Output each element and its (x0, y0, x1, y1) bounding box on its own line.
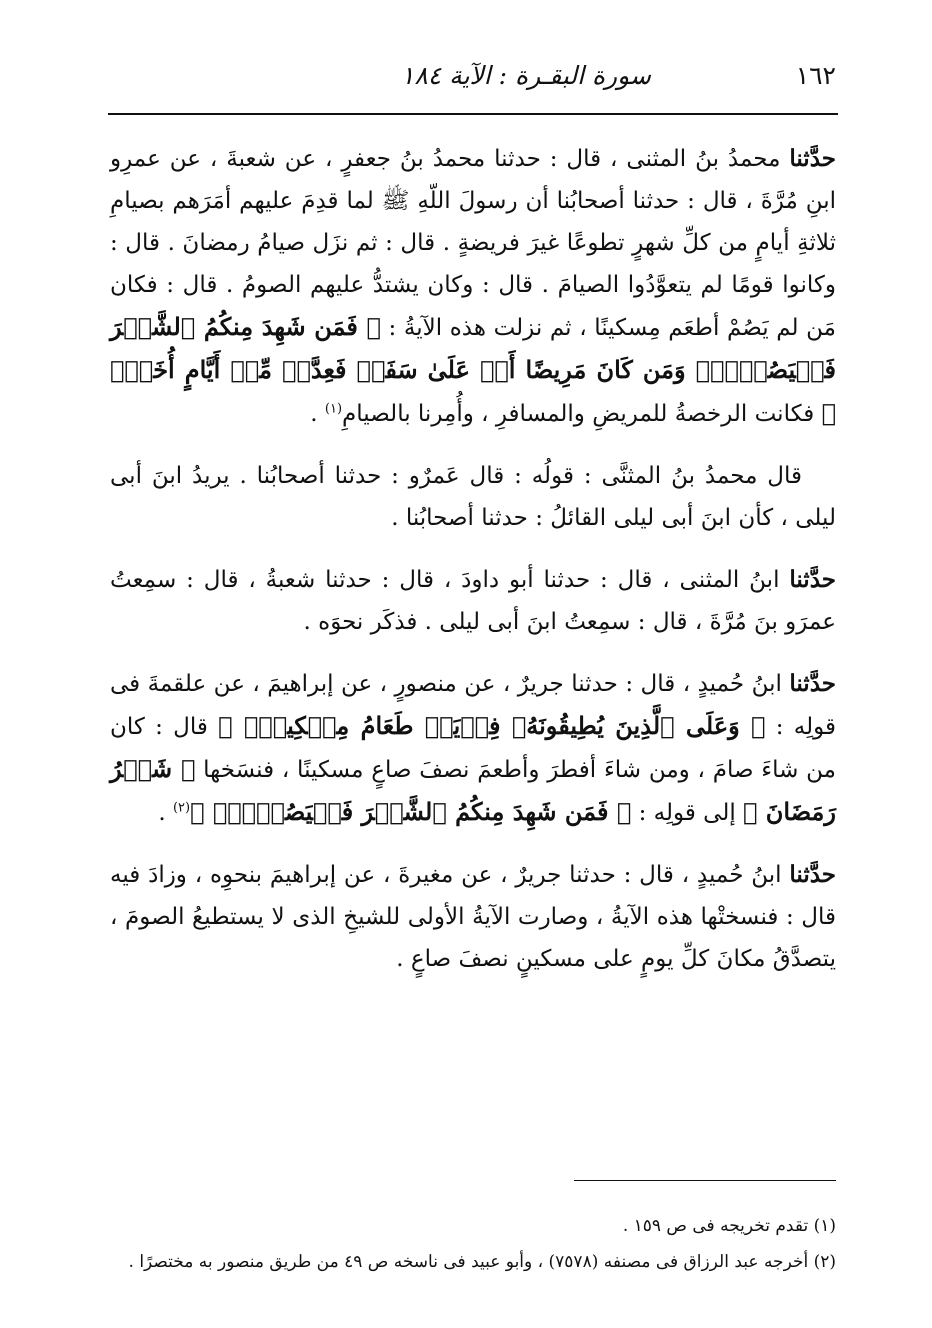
footnote-ref[interactable]: (١) (324, 401, 343, 417)
paragraph-end: . (158, 800, 173, 826)
quran-verse: ﴿ وَعَلَى ٱلَّذِينَ يُطِيقُونَهُۥ فِدۡيَةٞ طَعَامُ مِسۡكِينٖۖ ﴾ (218, 711, 766, 740)
paragraph-2 (110, 455, 836, 539)
paragraph-1 (110, 138, 836, 435)
paragraph-4 (110, 663, 836, 834)
paragraph-tail: فكانت الرخصةُ للمريضِ والمسافرِ ، وأُمِرنا بالصيامِ (342, 401, 822, 427)
paragraph-lead: حدَّثنا (789, 145, 836, 172)
page-header (110, 58, 836, 102)
paragraph-lead: حدَّثنا (789, 670, 836, 697)
paragraph-text: محمدُ بنُ المثنى ، قال : حدثنا محمدُ بنُ جعفرٍ ، عن شعبةَ ، عن عمرِو ابنِ مُرَّةَ ، قال : حدثنا أصحابُنا أن رسولَ اللّهِ ﷺ لما قدِمَ عليهم أمَرَهم بصيامِ ثلاثةِ أيامٍ من كلِّ شهرٍ تطوعًا غيرَ فريضةٍ . قال : ثم نزَل صيامُ رمضانَ . قال : وكانوا قومًا لم يتعوَّدُوا الصيامَ . قال : وكان يشتدُّ عليهم الصومُ . قال : فكان مَن لم يَصُمْ أطعَم مِسكينًا ، ثم نزلت هذه الآيةُ : (110, 146, 836, 341)
paragraph-end: . (310, 401, 325, 427)
main-text (110, 138, 836, 1000)
page-number: ١٦٢ (795, 61, 836, 90)
paragraph-text: ابنُ حُميدٍ ، قال : حدثنا جريرٌ ، عن منصورٍ ، عن إبراهيمَ ، عن علقمةَ فى قولِه : (110, 671, 836, 740)
footnote-ref[interactable]: (٢) (172, 800, 191, 816)
running-head: سورة البقـرة : الآية ١٨٤ (400, 61, 651, 90)
footnote-2: (٢) أخرجه عبد الرزاق فى مصنفه (٧٥٧٨) ، وأبو عبيد فى ناسخه ص ٤٩ من طريق منصور به مختصرًا . (128, 1252, 836, 1272)
paragraph-text: ابنُ المثنى ، قال : حدثنا أبو داودَ ، قال : حدثنا شعبةُ ، قال : سمِعتُ عمرَو بنَ مُرَّةَ ، قال : سمِعتُ ابنَ أبى ليلى . فذكَر نحوَه . (110, 567, 836, 635)
paragraph-tail-2: إلى قولِه : (631, 800, 744, 826)
paragraph-text: قال محمدُ بنُ المثنَّى : قولُه : قال عَمرٌو : حدثنا أصحابُنا . يريدُ ابنَ أبى ليلى ، كأن ابنَ أبى ليلى القائلُ : حدثنا أصحابُنا . (110, 463, 836, 531)
header-rule (108, 113, 838, 115)
paragraph-lead: حدَّثنا (789, 566, 836, 593)
footnotes (110, 1208, 836, 1280)
footnote-1: (١) تقدم تخريجه فى ص ١٥٩ . (622, 1216, 836, 1236)
paragraph-3 (110, 559, 836, 643)
quran-verse-3: ﴿ فَمَن شَهِدَ مِنكُمُ ٱلشَّهۡرَ فَلۡيَصُمۡهُۖ ﴾ (190, 797, 632, 826)
quran-verse-2: ﴿ شَهۡرُ رَمَضَانَ ﴾ (110, 754, 836, 826)
paragraph-tail: قال : كان من شاءَ صامَ ، ومن شاءَ أفطرَ وأطعمَ نصفَ صاعٍ مسكينًا ، فنسَخها (110, 714, 836, 783)
paragraph-5 (110, 854, 836, 980)
quran-verse: ﴿ فَمَن شَهِدَ مِنكُمُ ٱلشَّهۡرَ فَلۡيَصُمۡهُۖ وَمَن كَانَ مَرِيضًا أَوۡ عَلَىٰ سَفَرٖ فَعِدَّةٞ مِّنۡ أَيَّامٍ أُخَرَۗ ﴾ (110, 312, 836, 427)
paragraph-lead: حدَّثنا (789, 861, 837, 888)
paragraph-text: ابنُ حُميدٍ ، قال : حدثنا جريرٌ ، عن مغيرةَ ، عن إبراهيمَ بنحوِه ، وزادَ فيه قال : فنسختْها هذه الآيةُ ، وصارت الآيةُ الأولى للشيخِ الذى لا يستطيعُ الصومَ ، يتصدَّقُ مكانَ كلِّ يومٍ على مسكينٍ نصفَ صاعٍ . (110, 862, 836, 972)
footnote-rule (574, 1180, 836, 1181)
